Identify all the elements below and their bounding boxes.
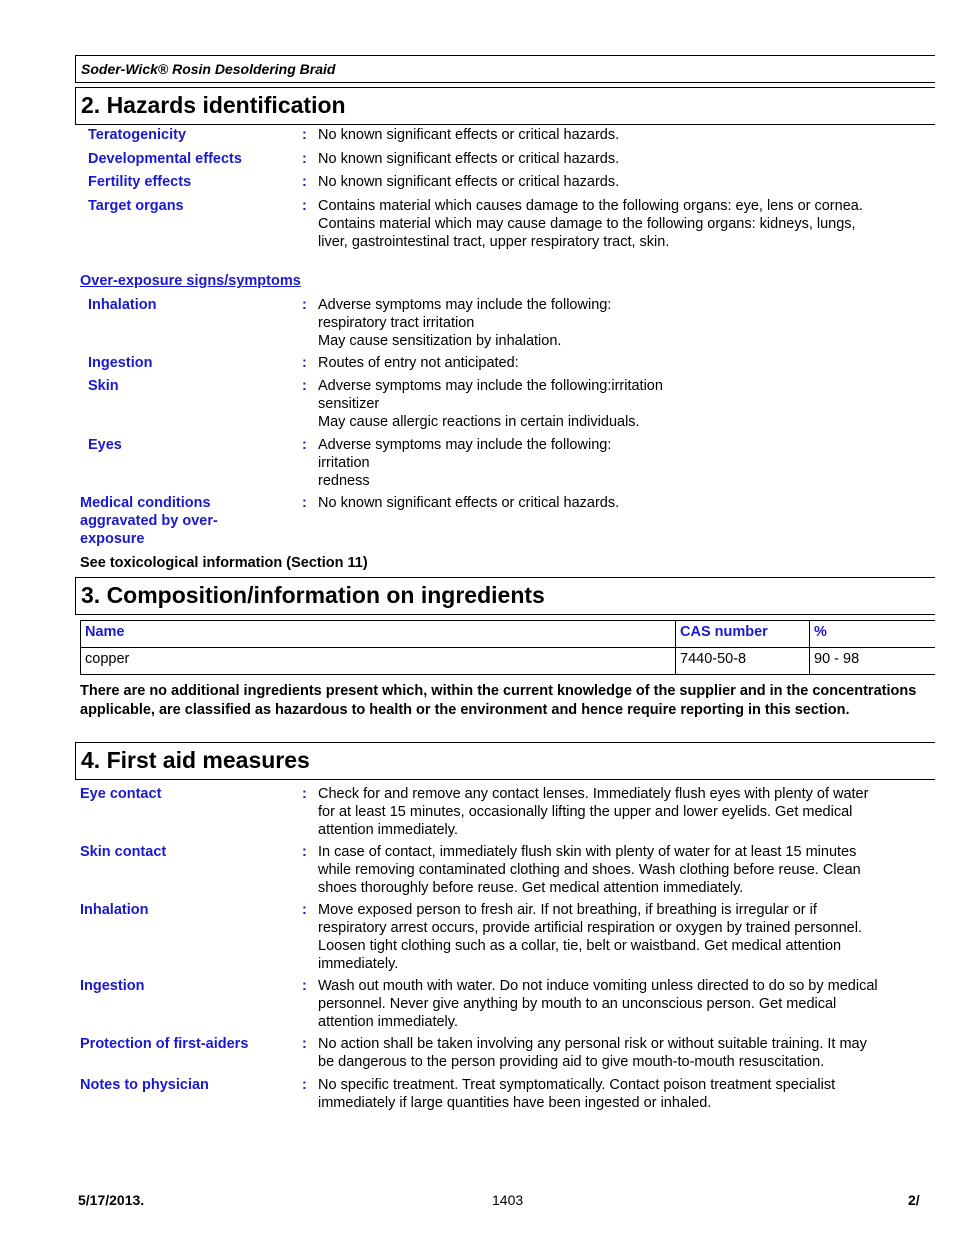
label-medical-conditions: Medical conditions aggravated by over- exposure — [80, 495, 218, 547]
column-header: Name — [81, 621, 676, 648]
column-header: % — [810, 621, 936, 648]
value-medical-conditions: No known significant effects or critical hazards. — [318, 495, 620, 511]
colon: : — [302, 198, 307, 214]
value-teratogenicity: No known significant effects or critical hazards. — [318, 127, 620, 143]
colon: : — [302, 495, 307, 511]
colon: : — [302, 844, 307, 860]
colon: : — [302, 378, 307, 394]
footer-date: 5/17/2013. — [78, 1192, 145, 1208]
colon: : — [302, 786, 307, 802]
colon: : — [302, 355, 307, 371]
colon: : — [302, 1077, 307, 1093]
ingredients-table — [80, 620, 935, 675]
product-title: Soder-Wick® Rosin Desoldering Braid — [81, 61, 336, 77]
section-3-heading — [75, 577, 935, 615]
label-eye-contact: Eye contact — [80, 786, 162, 802]
see-toxicological-note: See toxicological information (Section 11) — [80, 555, 368, 571]
ingredients-note: There are no additional ingredients present which, within the current knowledge of the supplier and in the concentrations applicable, are classified as hazardous to health or the environment and hence require reporting in this section. — [80, 683, 917, 718]
value-skin-contact: In case of contact, immediately flush skin with plenty of water for at least 15 minutes while removing contaminated clothing and shoes. Wash clothing before reuse. Clean shoes thoroughly before reuse. Get medical attention immediately. — [318, 844, 861, 896]
label-teratogenicity: Teratogenicity — [88, 127, 187, 143]
label-target-organs: Target organs — [88, 198, 184, 214]
value-fertility: No known significant effects or critical hazards. — [318, 174, 620, 190]
section-4-heading — [75, 742, 935, 780]
table-cell: 7440-50-8 — [676, 648, 810, 675]
label-developmental: Developmental effects — [88, 151, 242, 167]
label-fertility: Fertility effects — [88, 174, 192, 190]
colon: : — [302, 151, 307, 167]
document-header — [75, 55, 935, 83]
value-first-aid-inhalation: Move exposed person to fresh air. If not breathing, if breathing is irregular or if respiratory arrest occurs, provide artificial respiration or oxygen by trained personnel. Loosen tight clothing such as a collar, tie, belt or waistband. Get medical attention immediately. — [318, 902, 862, 972]
table-cell: copper — [81, 648, 676, 675]
label-first-aid-inhalation: Inhalation — [80, 902, 149, 918]
colon: : — [302, 902, 307, 918]
section-2-title: 2. Hazards identification — [81, 92, 346, 118]
label-notes-to-physician: Notes to physician — [80, 1077, 209, 1093]
colon: : — [302, 174, 307, 190]
value-target-organs: Contains material which causes damage to the following organs: eye, lens or cornea. Contains material which may cause damage to the following organs: kidneys, lungs, liver, gastrointestinal tract, upper respiratory tract, skin. — [318, 198, 863, 250]
section-2-heading — [75, 87, 935, 125]
label-skin-contact: Skin contact — [80, 844, 167, 860]
value-developmental: No known significant effects or critical hazards. — [318, 151, 620, 167]
label-ingestion: Ingestion — [88, 355, 153, 371]
value-skin: Adverse symptoms may include the following:irritation sensitizer May cause allergic reactions in certain individuals. — [318, 378, 663, 430]
value-first-aid-ingestion: Wash out mouth with water. Do not induce vomiting unless directed to do so by medical personnel. Never give anything by mouth to an unconscious person. Get medical attention immediately. — [318, 978, 878, 1030]
label-eyes: Eyes — [88, 437, 122, 453]
label-protection-first-aiders: Protection of first-aiders — [80, 1036, 249, 1052]
footer-page-number: 2/ — [908, 1192, 920, 1208]
label-inhalation: Inhalation — [88, 297, 157, 313]
label-first-aid-ingestion: Ingestion — [80, 978, 145, 994]
colon: : — [302, 297, 307, 313]
footer-code: 1403 — [492, 1192, 524, 1208]
value-notes-to-physician: No specific treatment. Treat symptomatically. Contact poison treatment specialist immediately if large quantities have been ingested or inhaled. — [318, 1077, 836, 1111]
section-4-title: 4. First aid measures — [81, 747, 310, 773]
label-skin: Skin — [88, 378, 119, 394]
value-ingestion: Routes of entry not anticipated: — [318, 355, 519, 371]
table-header-row — [81, 621, 936, 648]
column-header: CAS number — [676, 621, 810, 648]
overexposure-heading: Over-exposure signs/symptoms — [80, 273, 301, 289]
value-inhalation: Adverse symptoms may include the following: respiratory tract irritation May cause sensitization by inhalation. — [318, 297, 612, 349]
section-3-title: 3. Composition/information on ingredients — [81, 582, 545, 608]
value-eye-contact: Check for and remove any contact lenses. Immediately flush eyes with plenty of water for at least 15 minutes, occasionally lifting the upper and lower eyelids. Get medical attention immediately. — [318, 786, 869, 838]
colon: : — [302, 1036, 307, 1052]
colon: : — [302, 437, 307, 453]
table-cell: 90 - 98 — [810, 648, 936, 675]
table-row — [81, 648, 936, 675]
value-eyes: Adverse symptoms may include the following: irritation redness — [318, 437, 612, 489]
colon: : — [302, 978, 307, 994]
value-protection-first-aiders: No action shall be taken involving any personal risk or without suitable training. It may be dangerous to the person providing aid to give mouth-to-mouth resuscitation. — [318, 1036, 867, 1070]
colon: : — [302, 127, 307, 143]
